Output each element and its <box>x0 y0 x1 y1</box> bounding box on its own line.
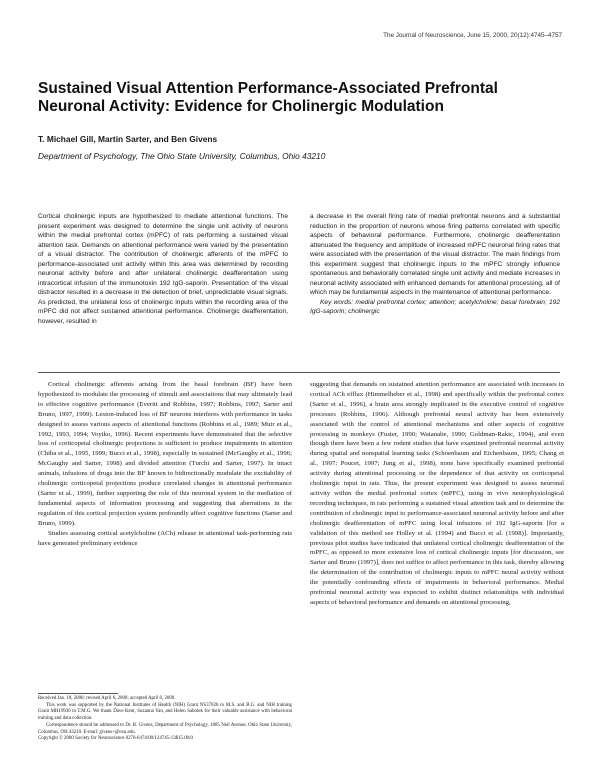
abstract-right-column <box>310 212 560 317</box>
body-paragraph: Cortical cholinergic afferents arising from the basal forebrain (BF) have been hypothesized to modulate the processing of stimuli and associations that may ultimately lead to effective cognitive performance (Everitt and Robbins, 1997; Robbins, 1997; Sarter and Bruno, 1997, 1999). Lesion-induced loss of BF neurons interferes with performance in tasks designed to assess various aspects of attentional functions (Robbins et al., 1989; Muir et al., 1992, 1993, 1994; Voytko, 1996). Recent experiments have demonstrated that the selective loss of corticopetal cholinergic projections is sufficient to produce impairments in attention (Chiba et al., 1995, 1999; Bucci et al., 1998), especially in sustained (McGaughy et al., 1996; McGaughy and Sarter, 1998) and divided attention (Turchi and Sarter, 1997). In intact animals, infusions of drugs into the BF known to bidirectionally modulate the excitability of cholinergic corticopetal projections produce correlated changes in attentional performance (Sarter et al., 1999), further supporting the role of this neuronal system in the mediation of fundamental aspects of information processing and suggesting that aberrations in the regulation of this cortical projection system profoundly affect cognitive functions (Sarter and Bruno, 1999). <box>38 381 292 527</box>
footnote-support: This work was supported by the National Institutes of Health (NIH) Grant NS37026 to M.S. and B.G. and NIH training Grant MH19936 to T.M.G. We thank Dave Kent, Suzanna Yan, and Helen Sabolek for their valuable assistance with behavioral training and data collection. <box>38 702 292 722</box>
paper-title: Sustained Visual Attention Performance-Associated Prefrontal Neuronal Activity: Evidence for Cholinergic Modulation <box>38 80 498 115</box>
body-right-column <box>310 380 564 608</box>
journal-header: The Journal of Neuroscience, June 15, 2000, 20(12):4745–4757 <box>383 32 562 39</box>
abstract-text-right: a decrease in the overall firing rate of medial prefrontal neurons and a substantial reduction in the proportion of neurons whose firing patterns correlated with specific aspects of behavioral performance. Furthermore, cholinergic deafferentation attenuated the frequency and amplitude of increased mPFC neuronal firing rates that were associated with the presentation of the visual distractor. The main findings from this experiment suggest that cholinergic inputs to the mPFC strongly influence spontaneous and behaviorally correlated single unit activity and mediate increases in neuronal activity associated with enhanced demands for attentional processing, all of which may be fundamental aspects in the maintenance of attentional performance. <box>310 213 560 297</box>
footnote-divider <box>38 693 118 694</box>
affiliation: Department of Psychology, The Ohio State University, Columbus, Ohio 43210 <box>38 151 326 161</box>
body-paragraph: suggesting that demands on sustained attention performance are associated with increases in cortical ACh efflux (Himmelheber et al., 1998) and specifically within the prefrontal cortex (Sarter et al., 1996), a brain area strongly implicated in the executive control of cognitive processes (Robbins, 1996). Although prefrontal neural activity has been extensively associated with the control of attentional mechanisms and other aspects of cognitive processing in monkeys (Fuster, 1990; Watanabe, 1990; Goldman-Rakic, 1994), and even though there have been a few rodent studies that have examined prefrontal neuronal activity during spatial and nonspatial learning tasks (Schoenbaum and Eichenbaum, 1995; Chang et al., 1997; Poucet, 1997; Jung et al., 1998), none have specifically examined prefrontal activity during attentional processing or the dependence of that activity on corticopetal cholinergic input in rats. Thus, the present experiment was designed to assess neuronal activity within the medial prefrontal cortex (mPFC), using in vivo neurophysiological recording techniques, in rats performing a sustained visual attention task and to determine the contribution of cholinergic input to performance-associated neuronal activity before and after cholinergic deafferentation of mPFC using local infusions of 192 IgG-saporin [for a validation of this method see Holley et al. (1994) and Bucci et al. (1998)]. Importantly, previous pilot studies have indicated that unilateral cortical cholinergic deafferentation of the mPFC, as opposed to more extensive loss of cortical cholinergic inputs [for discussion, see Sarter and Bruno (1997)], does not suffice to affect performance in this task, thereby allowing the determination of the contribution of cholinergic inputs to mPFC neural activity without the potentially confounding effects of impairments in behavioral performance. Medial prefrontal neuronal activity was expected to exhibit distinct relationships with individual aspects of behavioral performance and demands on attentional processing, <box>310 381 564 606</box>
author-list: T. Michael Gill, Martin Sarter, and Ben Givens <box>38 134 218 144</box>
footnotes <box>38 696 292 743</box>
body-left-column <box>38 380 292 548</box>
footnote-received: Received Jan. 18, 2000; revised April 6, 2000; accepted April 6, 2000. <box>38 696 176 701</box>
footnote-correspondence: Correspondence should be addressed to Dr. B. Givens, Department of Psychology, 1885 Neil Avenue, Ohio State University, Columbus, OH 43210. E-mail: givens+@osu.edu. <box>38 722 292 735</box>
keywords: Key words: medial prefrontal cortex; attention; acetylcholine; basal forebrain; 192 IgG-saporin; cholinergic <box>310 298 560 316</box>
abstract-left-column <box>38 212 288 327</box>
section-divider <box>38 372 560 373</box>
footnote-copyright: Copyright © 2000 Society for Neuroscience 0270-6474/00/124745-13$15.00/0 <box>38 736 193 742</box>
abstract-text-left: Cortical cholinergic inputs are hypothesized to mediate attentional functions. The present experiment was designed to determine the single unit activity of neurons within the medial prefrontal cortex (mPFC) of rats performing a sustained visual attention task. Demands on attentional performance were varied by the presentation of a visual distractor. The contribution of cholinergic afferents of the mPFC to performance-associated unit activity within this area was determined by recording neuronal activity before and after unilateral cholinergic deafferentation using intracortical infusion of the immunotoxin 192 IgG-saporin. Presentation of the visual distractor resulted in a decrease in the detection of brief, unpredictable visual signals. As predicted, the unilateral loss of cholinergic inputs within the recording area of the mPFC did not affect sustained attentional performance. Cholinergic deafferentation, however, resulted in <box>38 213 288 326</box>
body-paragraph: Studies assessing cortical acetylcholine (ACh) release in attentional task-performing rats have generated preliminary evidence <box>38 529 292 547</box>
